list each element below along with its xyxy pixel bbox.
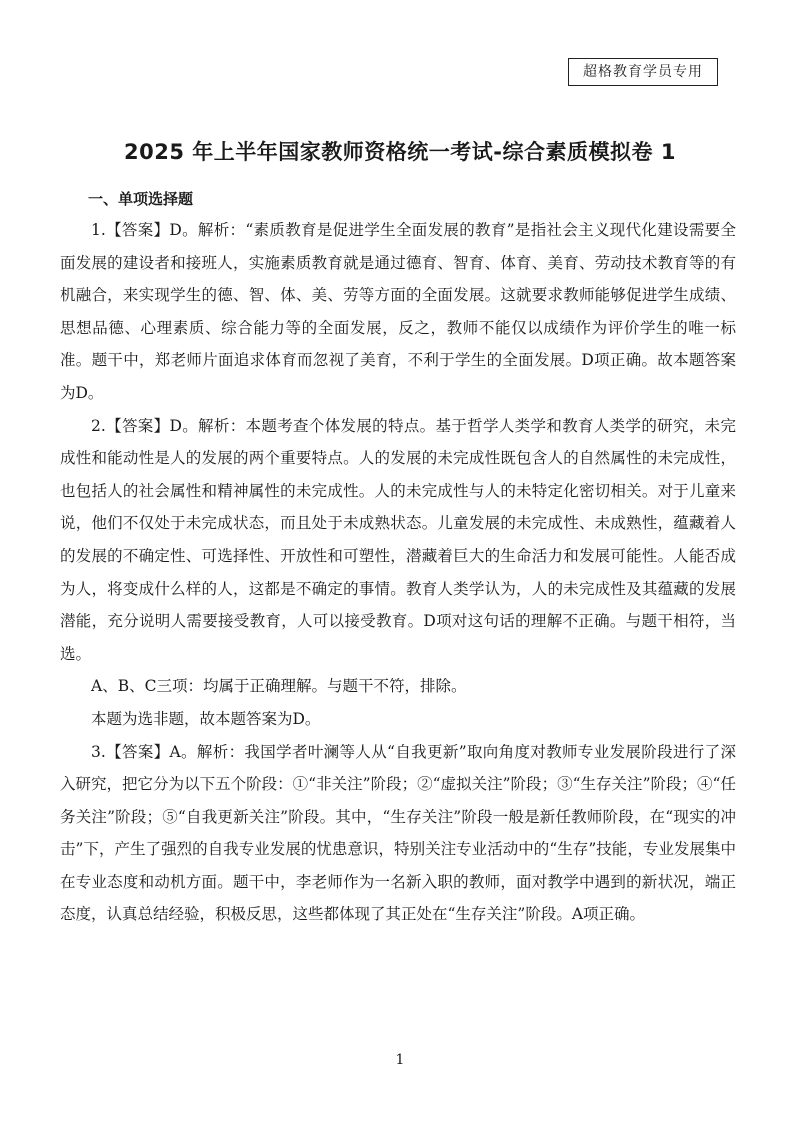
section-heading: 一、单项选择题 [88,190,194,208]
page-number: 1 [395,1052,405,1068]
answer-content [60,214,736,931]
answer-paragraph-2: 2.【答案】D。解析：本题考查个体发展的特点。基于哲学人类学和教育人类学的研究，未完成性和能动性是人的发展的两个重要特点。人的发展的未完成性既包含人的自然属性的未完成性，也包括人的社会属性和精神属性的未完成性。人的未完成性与人的未特定化密切相关。对于儿童来说，他们不仅处于未完成状态，而且处于未成熟状态。儿童发展的未完成性、未成熟性，蕴藏着人的发展的不确定性、可选择性、开放性和可塑性，潜藏着巨大的生命活力和发展可能性。人能否成为人，将变成什么样的人，这都是不确定的事情。教育人类学认为，人的未完成性及其蕴藏的发展潜能，充分说明人需要接受教育，人可以接受教育。D项对这句话的理解不正确。与题干相符，当选。 [60,416,736,663]
answer-paragraph-1: 1.【答案】D。解析：“素质教育是促进学生全面发展的教育”是指社会主义现代化建设需要全面发展的建设者和接班人，实施素质教育就是通过德育、智育、体育、美育、劳动技术教育等的有机融合，来实现学生的德、智、体、美、劳等方面的全面发展。这就要求教师能够促进学生成绩、思想品德、心理素质、综合能力等的全面发展，反之，教师不能仅以成绩作为评价学生的唯一标准。题干中，郑老师片面追求体育而忽视了美育，不利于学生的全面发展。D项正确。故本题答案为D。 [60,221,736,402]
answer-paragraph-2-conclusion: 本题为选非题，故本题答案为D。 [91,709,321,728]
answer-paragraph-3: 3.【答案】A。解析：我国学者叶澜等人从“自我更新”取向角度对教师专业发展阶段进行了深入研究，把它分为以下五个阶段：①“非关注”阶段；②“虚拟关注”阶段；③“生存关注”阶段；④“任务关注”阶段；⑤“自我更新关注”阶段。其中，“生存关注”阶段一般是新任教师阶段，在“现实的冲击”下，产生了强烈的自我专业发展的忧患意识，特别关注专业活动中的“生存”技能，专业发展集中在专业态度和动机方面。题干中，李老师作为一名新入职的教师，面对教学中遇到的新状况，端正态度，认真总结经验，积极反思，这些都体现了其正处在“生存关注”阶段。A项正确。 [60,742,736,924]
exam-title: 2025 年上半年国家教师资格统一考试-综合素质模拟卷 1 [124,140,676,164]
usage-stamp: 超格教育学员专用 [568,58,718,86]
answer-paragraph-2-options: A、B、C三项：均属于正确理解。与题干不符，排除。 [91,677,467,696]
